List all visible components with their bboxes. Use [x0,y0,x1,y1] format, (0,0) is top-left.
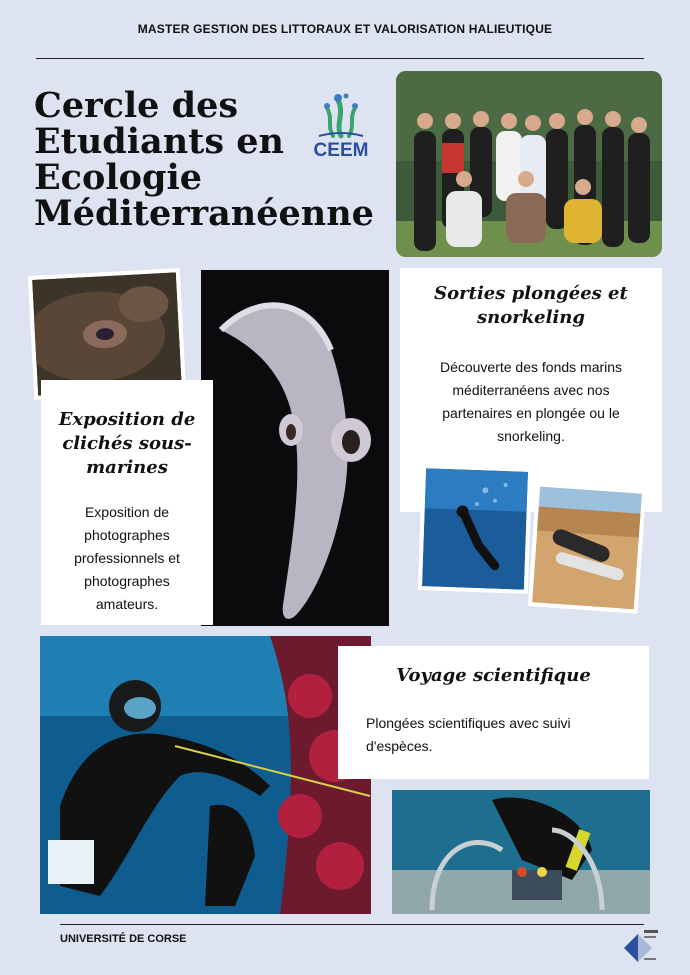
ceem-logo [305,88,377,168]
group-photo [396,71,662,257]
title-line-2: Etudiants en [34,121,284,162]
diver-blue-photo [418,464,532,594]
diving-card-body: Découverte des fonds marins méditerranéens avec nos partenaires en plongée ou le snorkeling. [439,359,623,444]
title-line-3: Ecologie [34,157,203,198]
university-footer: UNIVERSITÉ DE CORSE [60,933,187,945]
research-diver-photo [392,790,650,914]
program-header: MASTER GESTION DES LITTORAUX ET VALORISATION HALIEUTIQUE [137,22,553,36]
exhibition-card [41,380,213,625]
logo-text: CEEM [313,140,369,161]
trip-card-body: Plongées scientifiques avec suivi d'espèces. [366,715,571,754]
trip-card [338,646,649,779]
trip-card-title: Voyage scientifique [396,665,591,686]
university-logo-icon [620,928,660,966]
university-logo [620,928,660,966]
exhibition-card-title: Exposition de clichés sous-marines [58,409,196,478]
bottom-divider [60,924,644,925]
snorkel-gear-photo [528,482,646,613]
top-divider [36,58,644,59]
exhibition-card-body: Exposition de photographes professionnels et photographes amateurs. [74,504,180,612]
seaweed-logo-icon [305,88,377,140]
scientific-diver-photo [40,636,371,914]
pipefish-photo [201,270,389,626]
title-line-4: Méditerranéenne [34,193,374,234]
diving-card-title: Sorties plongées et snorkeling [434,283,628,328]
title-line-1: Cercle des [34,85,239,126]
